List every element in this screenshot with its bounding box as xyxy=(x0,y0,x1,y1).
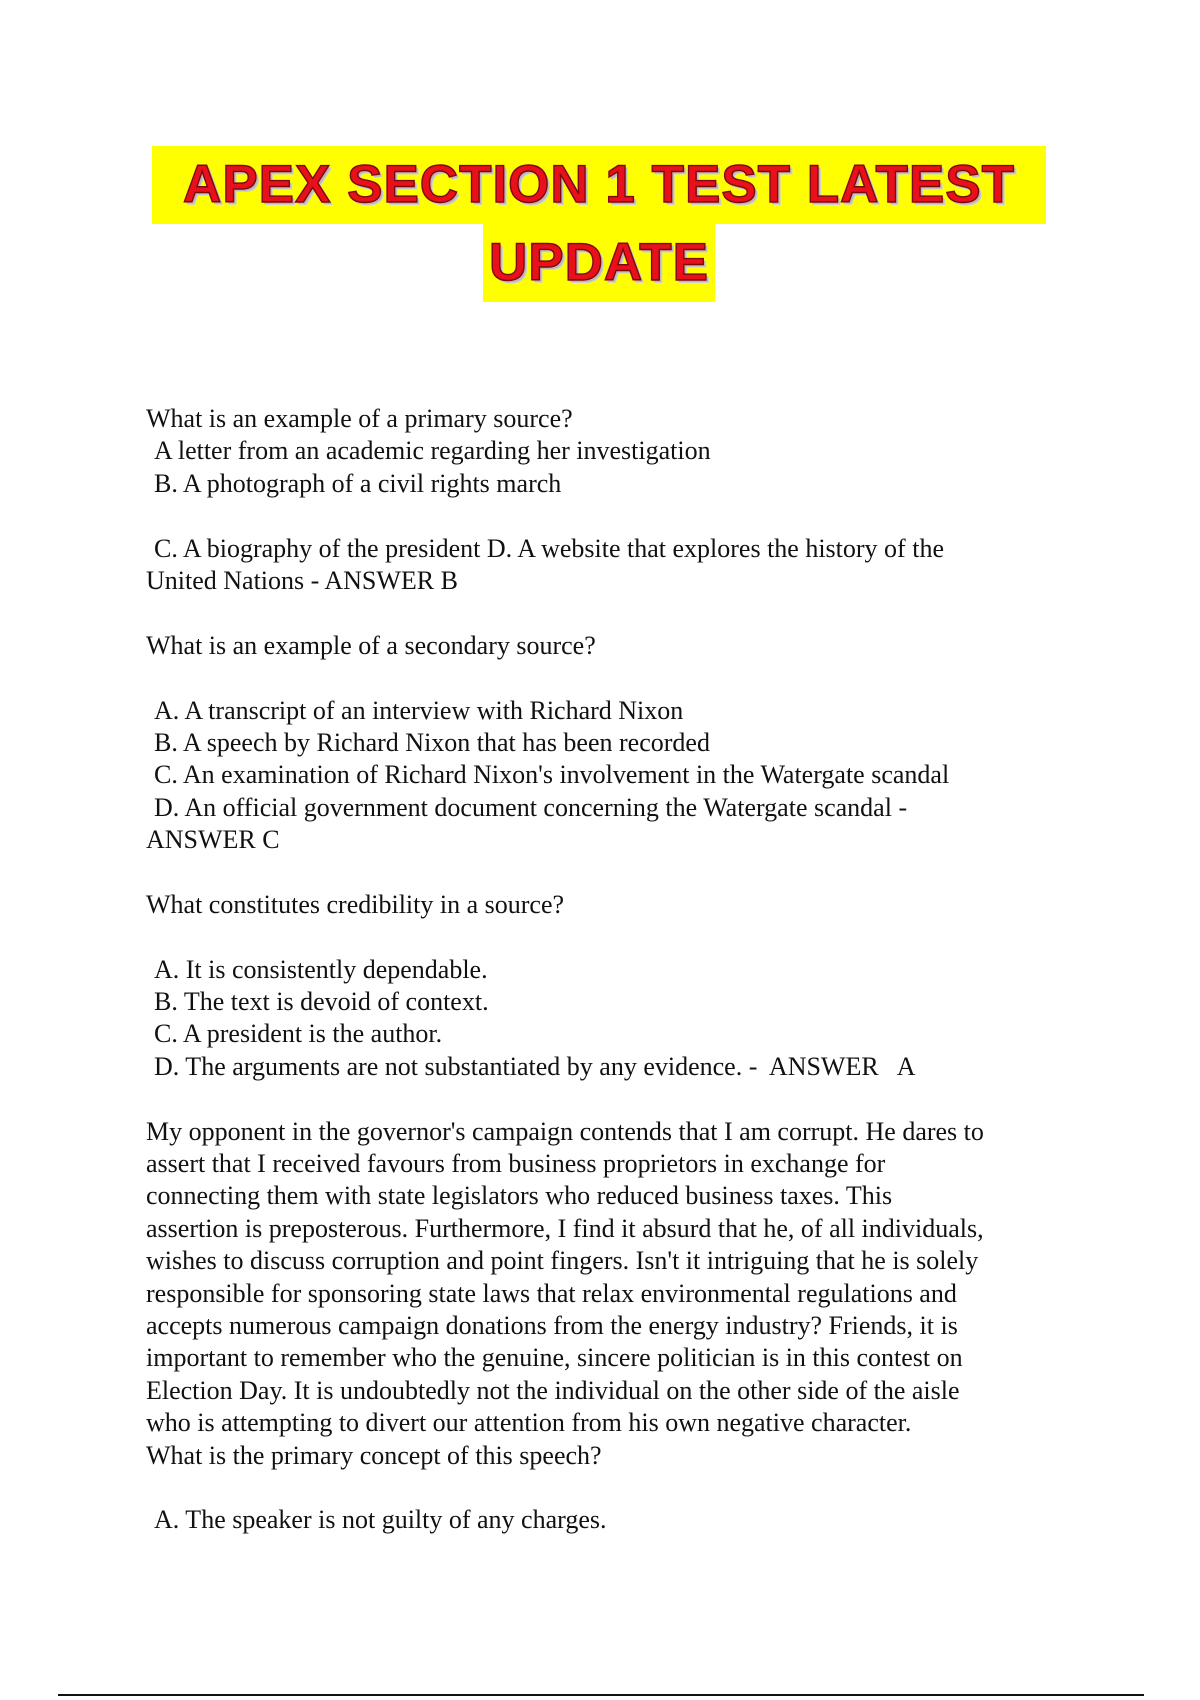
passage-line: who is attempting to divert our attention from his own negative character. xyxy=(146,1408,912,1438)
question-2-text: What is an example of a secondary source? xyxy=(146,630,596,660)
question-2-option-a: A. A transcript of an interview with Richard Nixon xyxy=(154,695,684,725)
spacer xyxy=(146,1472,1076,1504)
question-3-text: What constitutes credibility in a source? xyxy=(146,889,565,919)
question-3-option-c: C. A president is the author. xyxy=(154,1019,443,1049)
passage-line: connecting them with state legislators who reduced business taxes. This xyxy=(146,1181,893,1211)
passage-line: wishes to discuss corruption and point fingers. Isn't it intriguing that he is solely xyxy=(146,1246,979,1276)
question-3-option-d: D. The arguments are not substantiated by any evidence. - ANSWER A xyxy=(154,1051,916,1081)
passage-line: assertion is preposterous. Furthermore, I find it absurd that he, of all individuals, xyxy=(146,1213,984,1243)
spacer xyxy=(146,500,1076,532)
question-3-option-b: B. The text is devoid of context. xyxy=(154,987,489,1017)
passage-line: responsible for sponsoring state laws that relax environmental regulations and xyxy=(146,1278,957,1308)
spacer xyxy=(146,921,1076,953)
passage-line: important to remember who the genuine, sincere politician is in this contest on xyxy=(146,1343,963,1373)
spacer xyxy=(146,662,1076,694)
spacer xyxy=(146,1083,1076,1115)
question-4-option-a: A. The speaker is not guilty of any charges. xyxy=(154,1505,607,1535)
question-1-option-c: C. A biography of the president D. A website that explores the history of the xyxy=(154,533,944,563)
spacer xyxy=(146,856,1076,888)
question-1-option-a: A letter from an academic regarding her investigation xyxy=(154,436,711,466)
passage-line: Election Day. It is undoubtedly not the individual on the other side of the aisle xyxy=(146,1375,960,1405)
question-1-text: What is an example of a primary source? xyxy=(146,404,573,433)
question-4-text: What is the primary concept of this speech? xyxy=(146,1440,602,1470)
question-3-option-a: A. It is consistently dependable. xyxy=(154,954,488,984)
question-2-option-d: D. An official government document concerning the Watergate scandal - xyxy=(154,792,908,822)
question-2-option-b: B. A speech by Richard Nixon that has been recorded xyxy=(154,727,710,757)
question-4-passage xyxy=(146,1116,1076,1472)
question-2-answer: ANSWER C xyxy=(146,825,280,855)
title-line-2: UPDATE xyxy=(483,224,715,302)
question-1-option-b: B. A photograph of a civil rights march xyxy=(154,468,562,498)
passage-line: My opponent in the governor's campaign contends that I am corrupt. He dares to xyxy=(146,1116,984,1146)
spacer xyxy=(146,597,1076,629)
question-1-answer: United Nations - ANSWER B xyxy=(146,565,458,595)
question-2-option-c: C. An examination of Richard Nixon's involvement in the Watergate scandal xyxy=(154,760,950,790)
passage-line: assert that I received favours from business proprietors in exchange for xyxy=(146,1148,886,1178)
passage-line: accepts numerous campaign donations from the energy industry? Friends, it is xyxy=(146,1310,958,1340)
title-line-1: APEX SECTION 1 TEST LATEST xyxy=(152,146,1046,224)
document-title xyxy=(146,146,1052,302)
footer-divider xyxy=(58,1694,1144,1696)
document-body xyxy=(146,403,1076,1537)
